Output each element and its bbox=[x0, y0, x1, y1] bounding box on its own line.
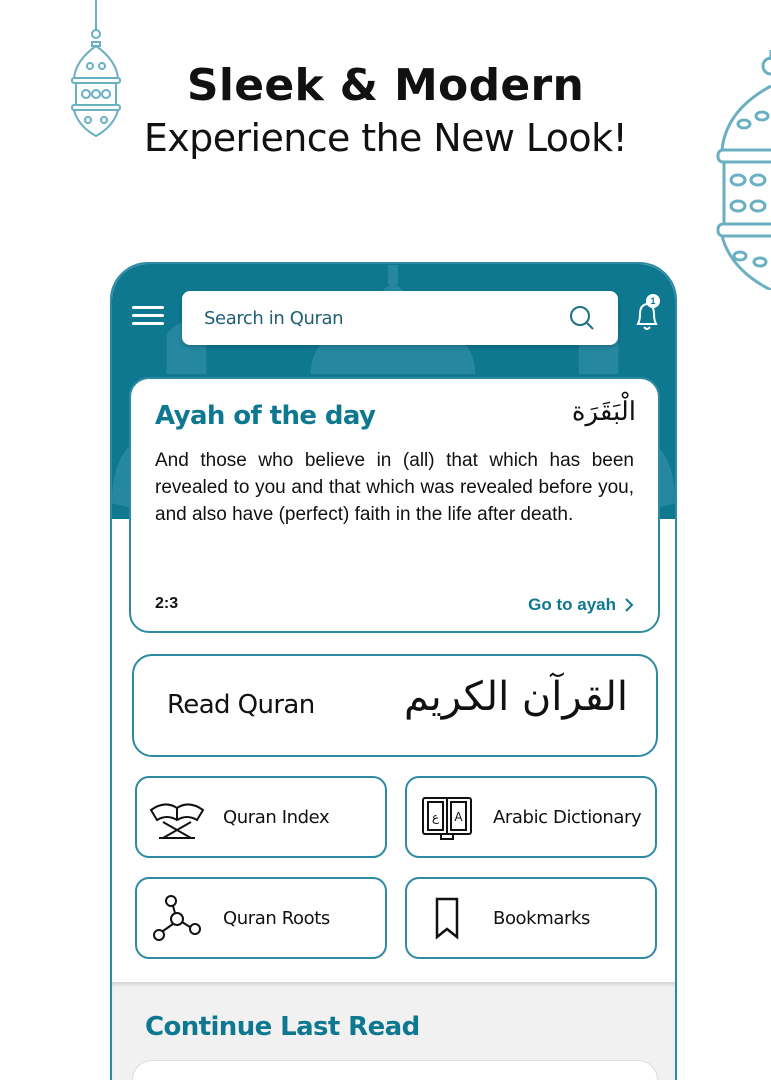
quran-book-stand-icon bbox=[147, 792, 207, 842]
surah-name: الْبَقَرَة bbox=[571, 397, 636, 427]
tile-label: Quran Roots bbox=[223, 907, 330, 929]
roots-network-icon bbox=[147, 893, 207, 943]
ayah-reference: 2:3 bbox=[155, 595, 179, 612]
phone-screen bbox=[110, 262, 677, 1080]
ayah-of-the-day-card bbox=[129, 377, 660, 633]
notification-badge: 1 bbox=[646, 294, 660, 308]
arabic-dictionary-button[interactable] bbox=[405, 776, 657, 858]
bookmark-icon bbox=[417, 893, 477, 943]
ayah-title: Ayah of the day bbox=[155, 401, 376, 431]
tile-label: Bookmarks bbox=[493, 907, 590, 929]
quran-calligraphy: القرآن الكريم bbox=[403, 674, 628, 720]
search-bar[interactable] bbox=[182, 291, 618, 345]
ayah-text: And those who believe in (all) that which has been revealed to you and that which was revealed before you, and also have (perfect) faith in the life after death. bbox=[155, 450, 634, 525]
svg-text:A: A bbox=[454, 810, 463, 824]
tile-label: Quran Index bbox=[223, 806, 330, 828]
dictionary-book-icon bbox=[417, 792, 477, 842]
quran-roots-button[interactable] bbox=[135, 877, 387, 959]
menu-button[interactable] bbox=[132, 306, 164, 330]
go-to-ayah-link[interactable] bbox=[528, 595, 634, 615]
continue-last-read-section bbox=[112, 982, 675, 1080]
tile-label: Arabic Dictionary bbox=[493, 806, 642, 828]
promo-headline: Sleek & Modern bbox=[186, 60, 585, 111]
read-quran-label: Read Quran bbox=[167, 690, 315, 720]
promo-subline: Experience the New Look! bbox=[143, 116, 628, 160]
hamburger-menu-icon bbox=[132, 306, 164, 309]
chevron-right-icon bbox=[624, 597, 634, 613]
search-icon[interactable] bbox=[568, 304, 596, 332]
go-to-ayah-label: Go to ayah bbox=[528, 595, 616, 614]
bookmarks-button[interactable] bbox=[405, 877, 657, 959]
last-read-card[interactable] bbox=[132, 1060, 658, 1080]
search-input[interactable]: Search in Quran bbox=[204, 307, 344, 329]
svg-text:ع: ع bbox=[431, 810, 440, 824]
quran-index-button[interactable] bbox=[135, 776, 387, 858]
continue-last-read-title: Continue Last Read bbox=[145, 1012, 420, 1042]
read-quran-button[interactable] bbox=[132, 654, 658, 757]
